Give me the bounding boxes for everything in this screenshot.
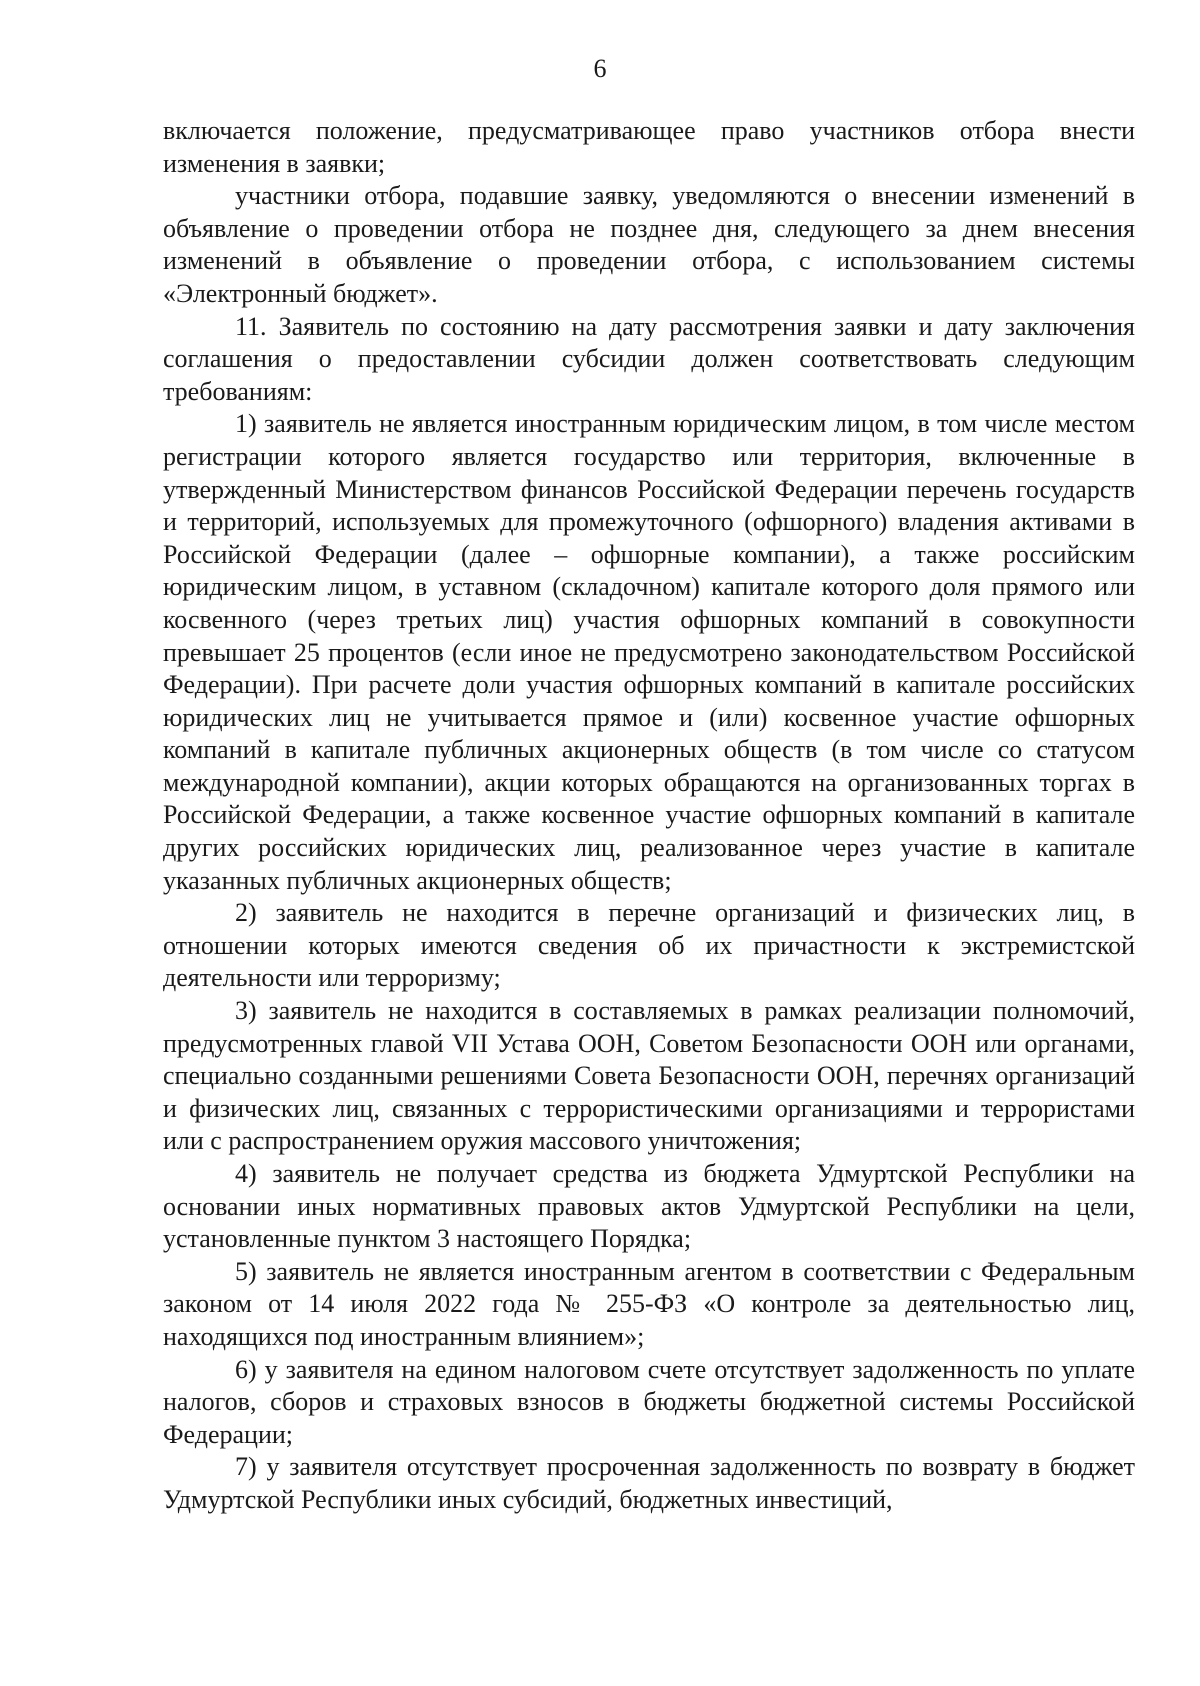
paragraph-requirement-6: 6) у заявителя на едином налоговом счете отсутствует задолженность по уплате налогов, сборов и страховых взносов в бюджеты бюджетной системы Российской Федерации;	[163, 1354, 1135, 1449]
page-number: 6	[593, 54, 607, 83]
paragraph-notification: участники отбора, подавшие заявку, уведомляются о внесении изменений в объявление о проведении отбора не позднее дня, следующего за днем внесения изменений в объявление о проведении отбора, с использованием системы «Электронный бюджет».	[163, 181, 1135, 308]
document-body	[163, 115, 1135, 1517]
paragraph-requirement-2: 2) заявитель не находится в перечне организаций и физических лиц, в отношении которых имеются сведения об их причастности к экстремистской деятельности или терроризму;	[163, 898, 1135, 993]
paragraph-requirement-3: 3) заявитель не находится в составляемых в рамках реализации полномочий, предусмотренных главой VII Устава ООН, Советом Безопасности ООН или органами, специально созданными решениями Совета Безопасности ООН, перечнях организаций и физических лиц, связанных с террористическими организациями и террористами или с распространением оружия массового уничтожения;	[163, 996, 1135, 1156]
paragraph-requirement-7: 7) у заявителя отсутствует просроченная задолженность по возврату в бюджет Удмуртской Республики иных субсидий, бюджетных инвестиций,	[163, 1452, 1135, 1514]
paragraph-continuation: включается положение, предусматривающее право участников отбора внести изменения в заявки;	[163, 116, 1135, 178]
paragraph-item-11: 11. Заявитель по состоянию на дату рассмотрения заявки и дату заключения соглашения о предоставлении субсидии должен соответствовать следующим требованиям:	[163, 311, 1135, 406]
paragraph-requirement-1: 1) заявитель не является иностранным юридическим лицом, в том числе местом регистрации которого является государство или территория, включенные в утвержденный Министерством финансов Российской Федерации перечень государств и территорий, используемых для промежуточного (офшорного) владения активами в Российской Федерации (далее – офшорные компании), а также российским юридическим лицом, в уставном (складочном) капитале которого доля прямого или косвенного (через третьих лиц) участия офшорных компаний в совокупности превышает 25 процентов (если иное не предусмотрено законодательством Российской Федерации). При расчете доли участия офшорных компаний в капитале российских юридических лиц не учитывается прямое и (или) косвенное участие офшорных компаний в капитале публичных акционерных обществ (в том числе со статусом международной компании), акции которых обращаются на организованных торгах в Российской Федерации, а также косвенное участие офшорных компаний в капитале других российских юридических лиц, реализованное через участие в капитале указанных публичных акционерных обществ;	[163, 409, 1135, 895]
paragraph-requirement-5: 5) заявитель не является иностранным агентом в соответствии с Федеральным законом от 14 июля 2022 года № 255-ФЗ «О контроле за деятельностью лиц, находящихся под иностранным влиянием»;	[163, 1256, 1135, 1351]
paragraph-requirement-4: 4) заявитель не получает средства из бюджета Удмуртской Республики на основании иных нормативных правовых актов Удмуртской Республики на цели, установленные пунктом 3 настоящего Порядка;	[163, 1159, 1135, 1254]
